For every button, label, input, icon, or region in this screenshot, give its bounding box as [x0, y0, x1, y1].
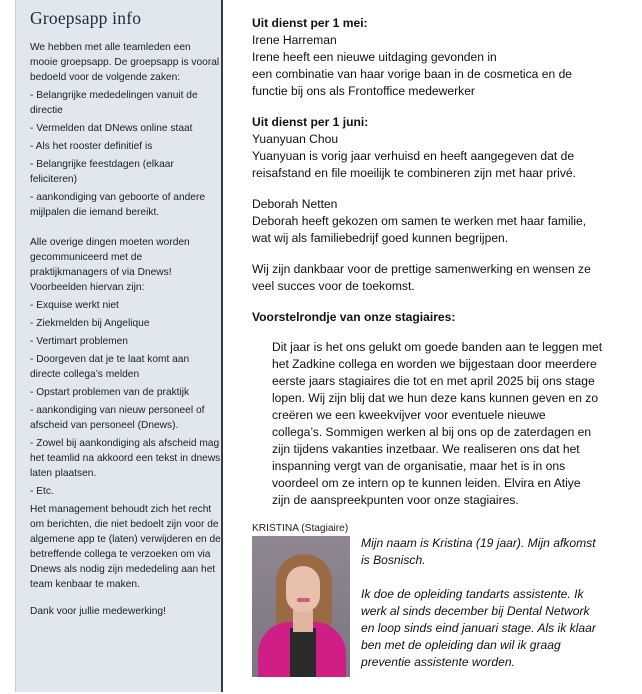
sidebar-management-note: Het management behoudt zich het recht om berichten, die niet bedoelt zijn voor de algemene app te (laten) verwijderen en de betreffende collega te verzoeken om via Dnews als nodig zijn mededeling aan het team kenbaar te maken.: [30, 504, 221, 590]
intern-profile: [252, 524, 624, 694]
quote-line: preventie assistente worden.: [361, 655, 515, 669]
intern-quote: [361, 535, 621, 671]
paragraph-line: Irene heeft een nieuwe uitdaging gevonden in: [252, 50, 497, 64]
paragraph-line: eerste jaars stagiaires die tot en met april 2025 bij ons stage: [272, 374, 595, 388]
paragraph-line: Yuanyuan is vorig jaar verhuisd en heeft aangegeven dat de: [252, 149, 575, 163]
quote-line: Mijn naam is Kristina (19 jaar). Mijn afkomst: [361, 536, 596, 550]
list-item: - Exquise werkt niet: [30, 300, 119, 311]
list-item: - Etc.: [30, 486, 54, 497]
paragraph-line: Wij zijn dankbaar voor de prettige samenwerking en wensen ze: [252, 262, 591, 276]
list-item: - Opstart problemen van de praktijk: [30, 387, 190, 398]
paragraph-line: functie bij ons als Frontoffice medewerker: [252, 84, 475, 98]
quote-line: is Bosnisch.: [361, 553, 426, 567]
sidebar-other-intro: Alle overige dingen moeten worden gecommuniceerd met de praktijkmanagers of via Dnews! Voorbeelden hiervan zijn:: [30, 237, 190, 293]
employee-name: Yuanyuan Chou: [252, 132, 339, 146]
paragraph-line: het Zadkine collega en worden we bijgestaan door meerdere: [272, 357, 597, 371]
paragraph-line: lopen. Wij zijn blij dat we hun deze kans kunnen geven en zo: [272, 391, 599, 405]
quote-line: en loop sinds eind januari stage. Als ik klaar: [361, 621, 596, 635]
quote-line: Ik doe de opleiding tandarts assistente. Ik: [361, 587, 584, 601]
paragraph-line: voordeel om ze intern op te kunnen leiden. Elvira en Atiye: [272, 476, 581, 490]
paragraph-line: inspanning vergt van de organisatie, maar het is in ons: [272, 459, 566, 473]
list-item: - Belangrijke mededelingen vanuit de directie: [30, 90, 198, 116]
list-item: - Als het rooster definitief is: [30, 141, 153, 152]
sidebar-thanks: Dank voor jullie medewerking!: [30, 606, 166, 617]
list-item: - Vertimart problemen: [30, 336, 128, 347]
list-item: - Zowel bij aankondiging als afscheid mag het teamlid na akkoord een tekst in dnews laten plaatsen.: [30, 438, 221, 479]
list-item: - Belangrijke feestdagen (elkaar feliciteren): [30, 159, 174, 185]
main-content: [252, 15, 624, 694]
paragraph-line: zijn de aanspreekpunten voor onze stagiaires.: [272, 493, 519, 507]
paragraph-line: reisafstand en file moeilijk te combineren zijn met haar privé.: [252, 166, 576, 180]
heading-leaving-june: Uit dienst per 1 juni:: [252, 115, 369, 129]
paragraph-line: collega’s. Sommigen werken al bij ons op de zaterdagen en: [272, 425, 592, 439]
paragraph-line: zijn tijdens vakanties inzetbaar. We realiseren ons dat het: [272, 442, 580, 456]
intern-label: KRISTINA (Stagiaire): [252, 523, 349, 534]
paragraph-line: een combinatie van haar vorige baan in de cosmetica en de: [252, 67, 573, 81]
list-item: - aankondiging van nieuw personeel of afscheid van personeel (Dnews).: [30, 405, 205, 431]
intern-photo: [252, 536, 350, 677]
paragraph-line: wat wij als familiebedrijf goed kunnen begrijpen.: [252, 231, 509, 245]
paragraph-line: creëren we een kweekvijver voor eventuele nieuwe: [272, 408, 546, 422]
sidebar-groepsapp-info: [15, 0, 223, 692]
sidebar-title: Groepsapp info: [30, 8, 142, 28]
list-item: - Doorgeven dat je te laat komt aan directe collega’s melden: [30, 354, 190, 380]
interns-paragraph: [252, 339, 624, 509]
list-item: - Vermelden dat DNews online staat: [30, 123, 193, 134]
employee-name: Deborah Netten: [252, 197, 338, 211]
quote-line: werk al sinds december bij Dental Network: [361, 604, 590, 618]
list-item: - Ziekmelden bij Angelique: [30, 318, 150, 329]
paragraph-line: Deborah heeft gekozen om samen te werken met haar familie,: [252, 214, 587, 228]
employee-name: Irene Harreman: [252, 33, 337, 47]
list-item: - aankondiging van geboorte of andere mijlpalen die iemand bereikt.: [30, 192, 206, 218]
paragraph-line: veel succes voor de toekomst.: [252, 279, 415, 293]
quote-line: ben met de opleiding dan wil ik graag: [361, 638, 561, 652]
sidebar-intro: We hebben met alle teamleden een mooie groepsapp. De groepsapp is vooral bedoeld voor de volgende zaken:: [30, 42, 220, 83]
heading-leaving-may: Uit dienst per 1 mei:: [252, 16, 368, 30]
paragraph-line: Dit jaar is het ons gelukt om goede banden aan te leggen met: [272, 340, 603, 354]
heading-interns: Voorstelrondje van onze stagiaires:: [252, 310, 456, 324]
